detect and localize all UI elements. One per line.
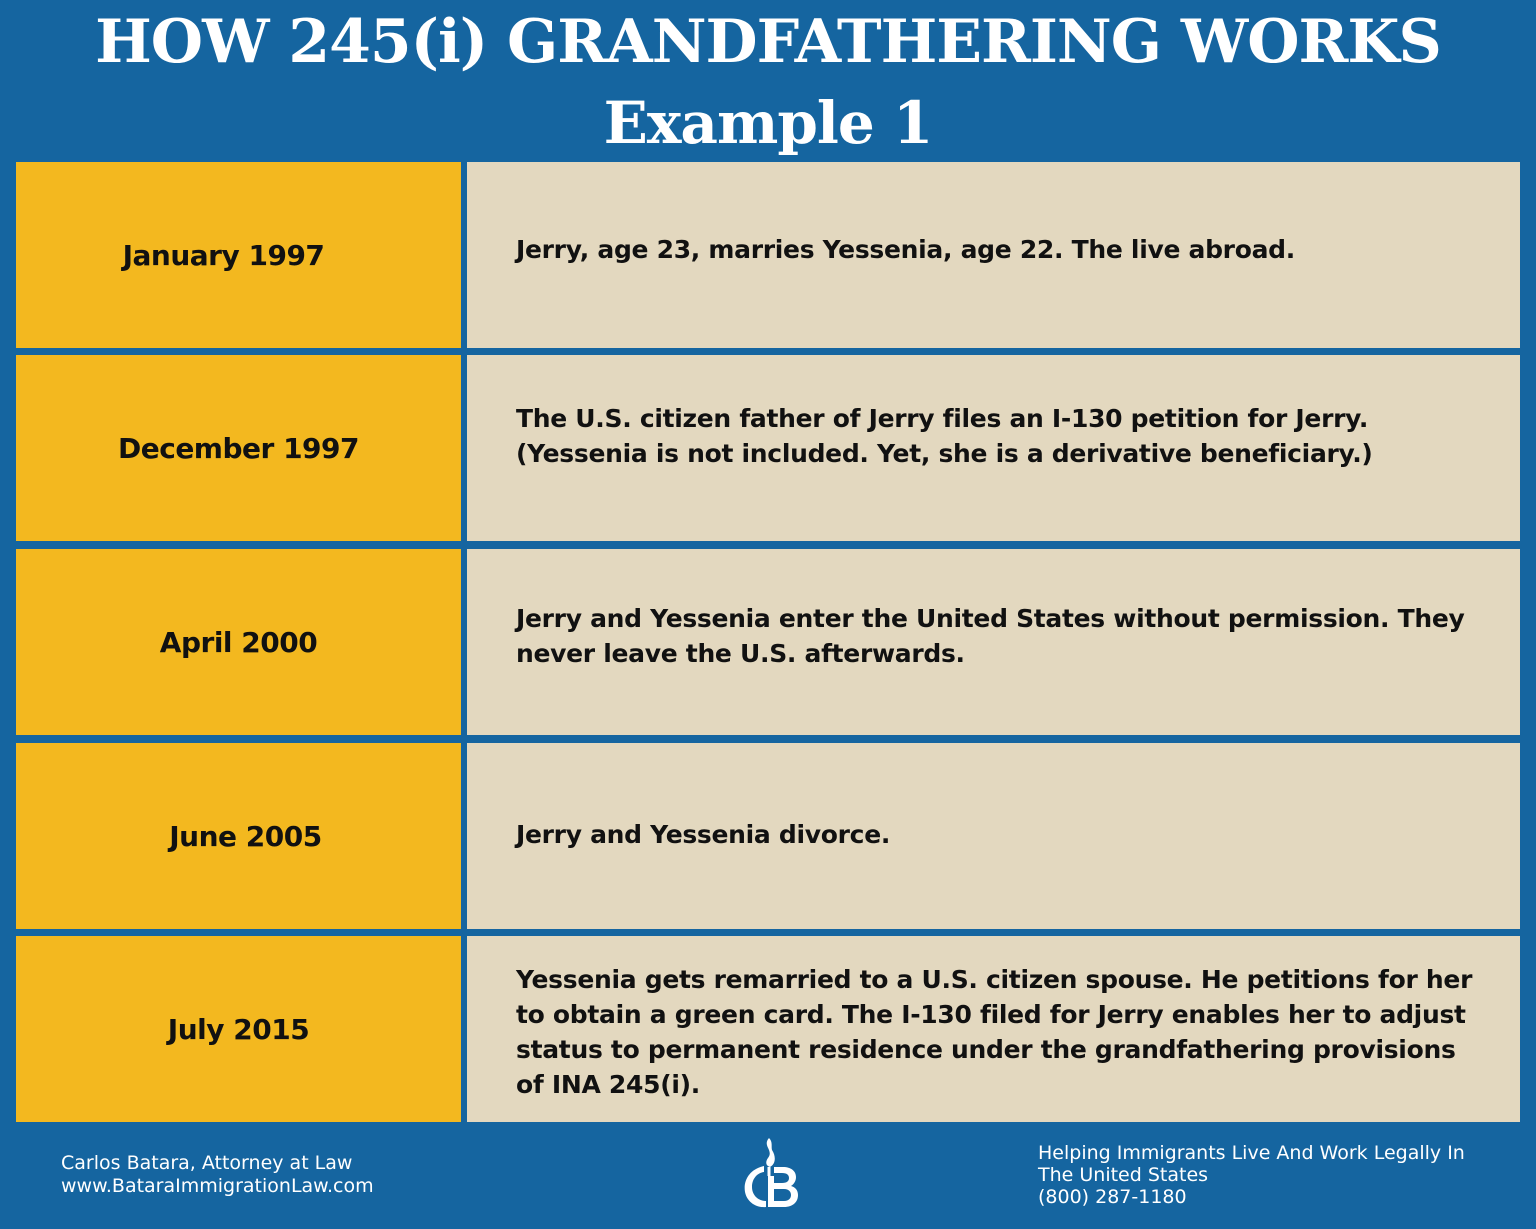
description-text: Jerry and Yessenia enter the United States without permission. They never leave the U.S. afterwards. (516, 604, 1465, 668)
attorney-name: Carlos Batara, Attorney at Law (61, 1152, 353, 1174)
page-title: HOW 245(i) GRANDFATHERING WORKS (95, 7, 1441, 77)
date-label: December 1997 (117, 431, 359, 465)
page-subtitle: Example 1 (603, 89, 933, 157)
date-label: June 2005 (169, 819, 322, 853)
date-label: July 2015 (167, 1012, 310, 1046)
date-cell (16, 355, 461, 541)
timeline-row (16, 936, 1520, 1122)
description-cell (467, 743, 1520, 929)
footer-attorney-info (61, 1152, 374, 1198)
date-cell (16, 743, 461, 929)
description-text: Jerry, age 23, marries Yessenia, age 22. The live abroad. (516, 235, 1295, 264)
description-cell (467, 355, 1520, 541)
date-cell (16, 162, 461, 348)
tagline-line: The United States (1038, 1164, 1209, 1186)
footer-tagline (1038, 1142, 1508, 1208)
description-cell (467, 936, 1520, 1122)
timeline-row (16, 743, 1520, 929)
phone-number[interactable]: (800) 287-1180 (1038, 1186, 1187, 1208)
description-text: Jerry and Yessenia divorce. (516, 819, 891, 849)
timeline-row (16, 355, 1520, 541)
description-cell (467, 162, 1520, 348)
flame-cb-logo-icon (738, 1136, 804, 1210)
date-label: April 2000 (159, 625, 318, 659)
description-cell (467, 549, 1520, 735)
timeline-row (16, 162, 1520, 348)
date-cell (16, 936, 461, 1122)
timeline-table (16, 162, 1520, 1122)
date-cell (16, 549, 461, 735)
website-link[interactable]: www.BataraImmigrationLaw.com (61, 1175, 374, 1197)
date-label: January 1997 (122, 238, 325, 272)
tagline-line: Helping Immigrants Live And Work Legally In (1038, 1142, 1465, 1164)
description-text: The U.S. citizen father of Jerry files an I-130 petition for Jerry. (Yessenia is not included. Yet, she is a derivative beneficiary.) (516, 404, 1373, 468)
timeline-row (16, 549, 1520, 735)
description-text: Yessenia gets remarried to a U.S. citizen spouse. He petitions for her to obtain a green card. The I-130 filed for Jerry enables her to adjust status to permanent residence under the grandfathering provisions of INA 245(i). (516, 965, 1473, 1099)
